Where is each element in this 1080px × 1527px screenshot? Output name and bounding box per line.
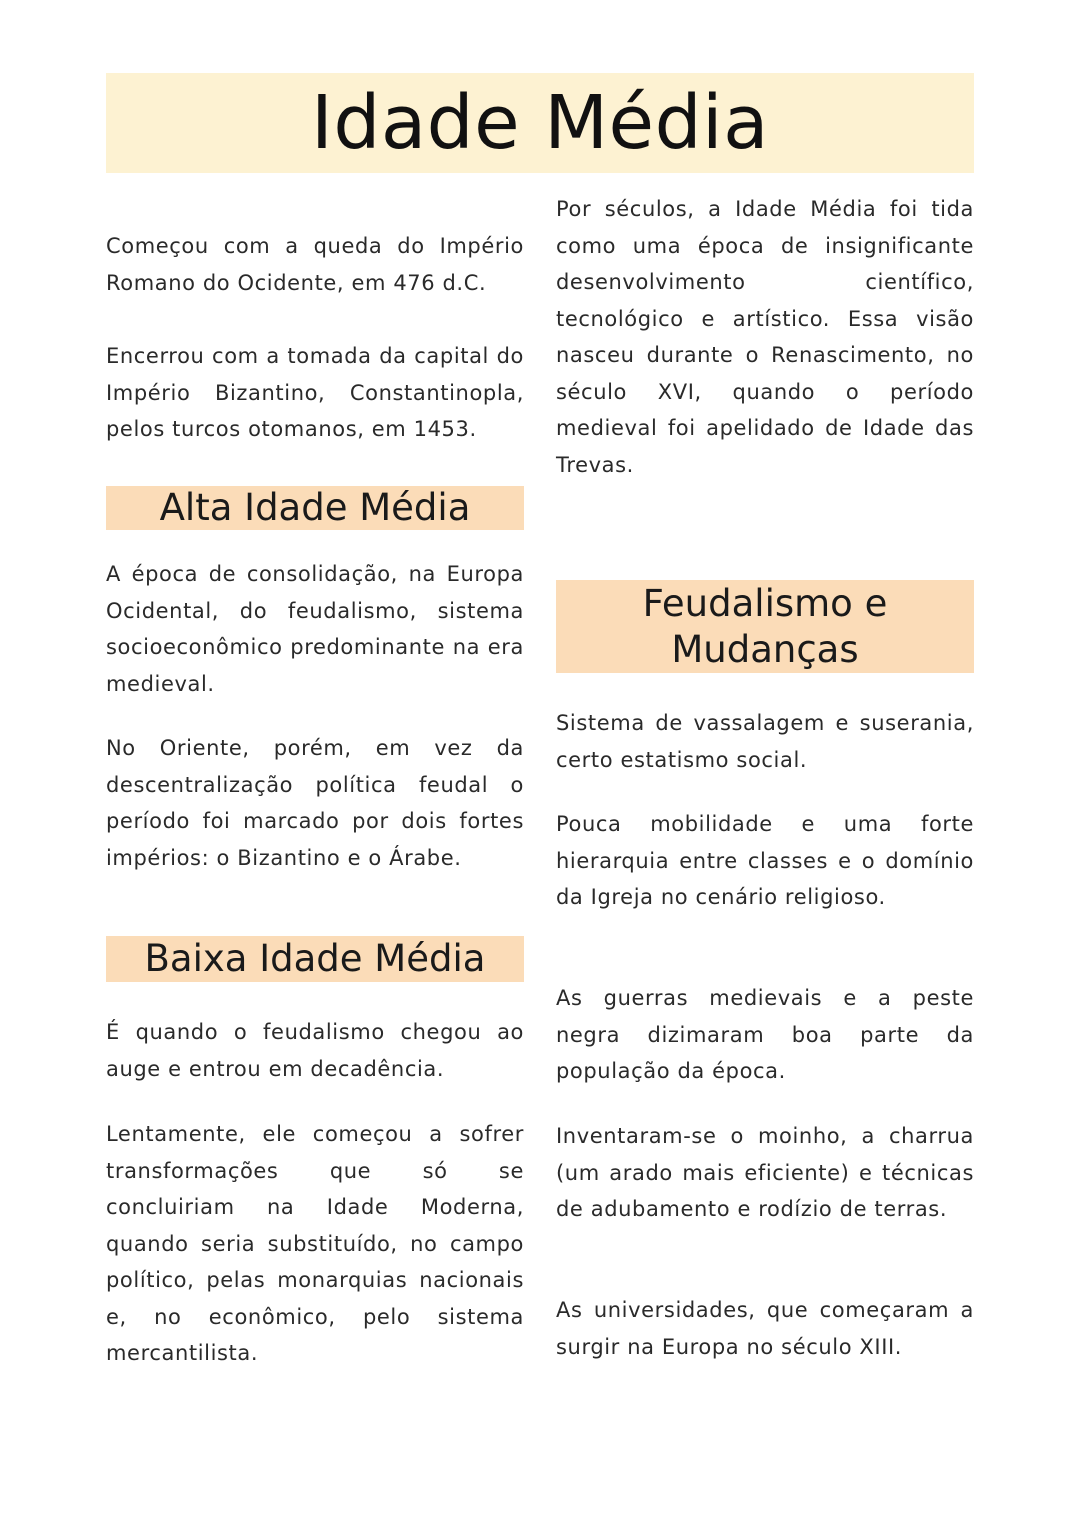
alta-paragraph-1: A época de consolidação, na Europa Ocidental, do feudalismo, sistema socioeconômico predominante na era medieval. — [106, 562, 524, 696]
baixa-idade-media-heading — [106, 936, 524, 982]
feudalismo-mudancas-heading — [556, 580, 974, 673]
right-intro-paragraph: Por séculos, a Idade Média foi tida como uma época de insignificante desenvolvimento científico, tecnológico e artístico. Essa visão nasceu durante o Renascimento, no século XVI, quando o período medieval foi apelidado de Idade das Trevas. — [556, 197, 974, 477]
feudalismo-heading-line-2: Mudanças — [671, 627, 859, 671]
baixa-paragraph-2: Lentamente, ele começou a sofrer transformações que só se concluiriam na Idade Moderna, quando seria substituído, no campo político, pelas monarquias nacionais e, no econômico, pelo sistema mercantilista. — [106, 1122, 524, 1365]
feudalismo-paragraph-4: Inventaram-se o moinho, a charrua (um arado mais eficiente) e técnicas de adubamento e rodízio de terras. — [556, 1124, 974, 1221]
feudalismo-paragraph-3: As guerras medievais e a peste negra dizimaram boa parte da população da época. — [556, 986, 974, 1083]
baixa-paragraph-1: É quando o feudalismo chegou ao auge e entrou em decadência. — [106, 1020, 524, 1081]
baixa-idade-media-heading-text: Baixa Idade Média — [144, 937, 486, 980]
page-title: Idade Média — [311, 80, 769, 166]
alta-idade-media-heading-text: Alta Idade Média — [159, 486, 471, 529]
feudalismo-heading-line-1: Feudalismo e — [642, 581, 888, 625]
intro-end-paragraph: Encerrou com a tomada da capital do Império Bizantino, Constantinopla, pelos turcos otomanos, em 1453. — [106, 344, 524, 441]
feudalismo-paragraph-1: Sistema de vassalagem e suserania, certo estatismo social. — [556, 711, 974, 772]
alta-paragraph-2: No Oriente, porém, em vez da descentralização política feudal o período foi marcado por dois fortes impérios: o Bizantino e o Árabe. — [106, 736, 524, 870]
feudalismo-paragraph-2: Pouca mobilidade e uma forte hierarquia entre classes e o domínio da Igreja no cenário religioso. — [556, 812, 974, 909]
feudalismo-paragraph-5: As universidades, que começaram a surgir na Europa no século XIII. — [556, 1298, 974, 1359]
intro-start-paragraph: Começou com a queda do Império Romano do Ocidente, em 476 d.C. — [106, 234, 524, 295]
alta-idade-media-heading — [106, 486, 524, 530]
page-title-band — [106, 73, 974, 173]
